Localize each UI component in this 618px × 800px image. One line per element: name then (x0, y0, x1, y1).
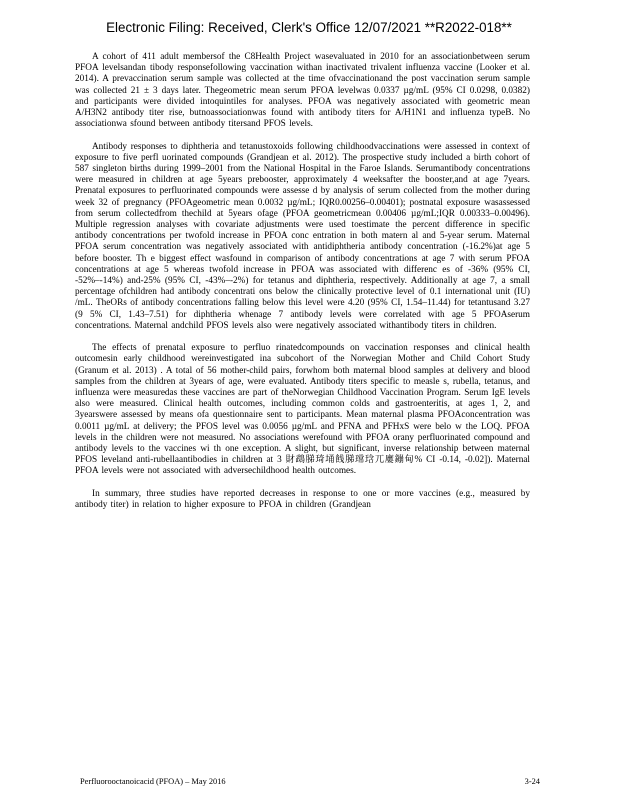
document-body (75, 52, 530, 522)
paragraph-summary: In summary, three studies have reported decreases in response to one or more vaccines (e.g., measured by antibody titer) in relation to higher exposure to PFOA in children (Grandjean (75, 488, 530, 511)
paragraph-influenza-vaccine: A cohort of 411 adult membersof the C8Health Project wasevaluated in 2010 for an associationbetween serum PFOA levelsandan tibody responsefollowing vaccination withan inactivated trivalent influenza vaccine (Looker et al. 2014). A prevaccination serum sample was collected at the time ofvaccinationand the post vaccination serum sample was collected 21 ± 3 days later. Thegeometric mean serum PFOA levelwas 0.0337 µg/mL (95% CI 0.0298, 0.0382) and participants were divided intoquintiles for analyses. PFOA was negatively associated with geometric mean A/H3N2 antibody titer rise, butnoassociationwas found with antibody titers for A/H1N1 and influenza typeB. No associationwa sfound between antibody titersand PFOS levels. (75, 52, 530, 130)
page-number: 3-24 (524, 777, 540, 786)
filing-banner: Electronic Filing: Received, Clerk's Office 12/07/2021 **R2022-018** (106, 20, 512, 35)
paragraph-norwegian-cohort: The effects of prenatal exposure to perfluo rinatedcompounds on vaccination responses and clinical health outcomesin early childhood wereinvestigated ina subcohort of the Norwegian Mother and Child Cohort Study (Granum et al. 2013) . A total of 56 mother-child pairs, forwhom both maternal blood samples at delivery and blood samples from the children at 3years of age, were evaluated. Antibody titers specific to measle s, rubella, tetanus, and influenza were measuredas these vaccines are part of theNorwegian Childhood Vaccination Program. Serum IgE levels also were measured. Clinical health outcomes, including common colds and gastroenteritis, at ages 1, 2, and 3yearswere assessed by means ofa questionnaire sent to participants. Mean maternal plasma PFOAconcentration was 0.0011 µg/mL at delivery; the PFOS level was 0.0056 µg/mL and PFNA and PFHxS were belo w the LOQ. PFOA levels in the children were not measured. No associations werefound with PFOA orany perfluorinated compound and antibody levels to the vaccines wi th one exception. A slight, but significant, inverse relationship between maternal PFOS leveland anti-rubellaantibodies in children at 3 財鵡䏲琦埇䬻䏲瑺琀兀廔鏰甸% CI -0.14, -0.02]). Maternal PFOA levels were not associated with adversechildhood health outcomes. (75, 343, 530, 477)
footer-document-title: Perfluorooctanoicacid (PFOA) – May 2016 (80, 777, 226, 786)
paragraph-diphtheria-tetanus: Antibody responses to diphtheria and tetanustoxoids following childhoodvaccinations were assessed in context of exposure to five perfl uorinated compounds (Grandjean et al. 2012). The prospective study included a birth cohort of 587 singleton births during 1999–2001 from the National Hospital in the Faroe Islands. Serumantibody concentrations were measured in children at age 5years prebooster, approximately 4 weeksafter the booster,and at age 7years. Prenatal exposures to perfluorinated compounds were assesse d by analysis of serum collected from the mother during week 32 of pregnancy (PFOAgeometric mean 0.0032 µg/mL; IQR0.00256–0.00401); postnatal exposure wasassessed from serum collectedfrom thechild at 5years ofage (PFOA geometricmean 0.00406 µg/mL;IQR 0.00333–0.00496). Multiple regression analyses with covariate adjustments were used toestimate the percent difference in specific antibody concentrations per twofold increase in PFOA conc entration in both matern al and 5-year serum. Maternal PFOA serum concentration was negatively associated with antidiphtheria antibody concentration (-16.2%)at age 5 before booster. Th e biggest effect wasfound in comparison of antibody concentrations at age 7 with serum PFOA concentrations at age 5 whereas twofold increase in PFOA was associated with differenc es of -36% (95% CI, -52%–-14%) and-25% (95% CI, -43%–-2%) for tetanus and diphtheria, respectively. Additionally at age 7, a small percentage ofchildren had antibody concentrati ons below the clinically protective level of 0.1 international unit (IU) /mL. TheORs of antibody concentrations falling below this level were 4.20 (95% CI, 1.54–11.44) for tetantusand 3.27 (9 5% CI, 1.43–7.51) for diphtheria whenage 7 antibody levels were correlated with age 5 PFOAserum concentrations. Maternal andchild PFOS levels also were negatively associated withantibody titers in children. (75, 141, 530, 331)
